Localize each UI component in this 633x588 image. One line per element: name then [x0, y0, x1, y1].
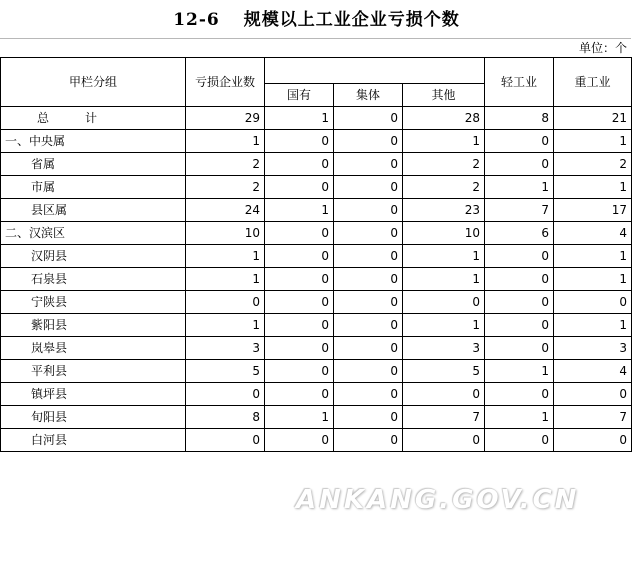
cell-collective: 0	[334, 268, 403, 291]
table-row	[1, 268, 632, 291]
cell-other: 0	[403, 429, 485, 452]
cell-light: 0	[485, 314, 554, 337]
cell-loss: 24	[186, 199, 265, 222]
table-row	[1, 337, 632, 360]
row-label: 市属	[1, 176, 186, 199]
cell-other: 1	[403, 245, 485, 268]
header-ownership-group	[265, 58, 485, 84]
cell-state: 0	[265, 176, 334, 199]
cell-light: 0	[485, 429, 554, 452]
cell-loss: 3	[186, 337, 265, 360]
cell-state: 0	[265, 222, 334, 245]
cell-light: 1	[485, 406, 554, 429]
cell-collective: 0	[334, 337, 403, 360]
cell-state: 0	[265, 291, 334, 314]
cell-collective: 0	[334, 245, 403, 268]
cell-state: 0	[265, 337, 334, 360]
header-row-top	[1, 58, 632, 84]
cell-heavy: 3	[554, 337, 632, 360]
unit-label: 单位：个	[578, 41, 627, 55]
cell-light: 6	[485, 222, 554, 245]
row-label	[1, 107, 186, 130]
cell-loss: 1	[186, 314, 265, 337]
cell-loss: 0	[186, 429, 265, 452]
cell-other: 3	[403, 337, 485, 360]
cell-state: 0	[265, 383, 334, 406]
cell-heavy: 4	[554, 222, 632, 245]
cell-heavy: 4	[554, 360, 632, 383]
table-row	[1, 314, 632, 337]
cell-light: 0	[485, 291, 554, 314]
cell-loss: 1	[186, 130, 265, 153]
cell-collective: 0	[334, 406, 403, 429]
cell-collective: 0	[334, 314, 403, 337]
cell-loss: 29	[186, 107, 265, 130]
cell-state: 0	[265, 360, 334, 383]
cell-collective: 0	[334, 383, 403, 406]
cell-collective: 0	[334, 130, 403, 153]
cell-other: 23	[403, 199, 485, 222]
row-label: 二、汉滨区	[1, 222, 186, 245]
total-label-b: 计	[85, 111, 98, 125]
cell-collective: 0	[334, 153, 403, 176]
cell-state: 0	[265, 314, 334, 337]
table-row-total	[1, 107, 632, 130]
unit-row	[0, 38, 631, 58]
cell-collective: 0	[334, 176, 403, 199]
row-label: 紫阳县	[1, 314, 186, 337]
header-loss-count: 亏损企业数	[186, 58, 265, 107]
cell-other: 0	[403, 291, 485, 314]
cell-loss: 2	[186, 153, 265, 176]
cell-loss: 1	[186, 245, 265, 268]
cell-loss: 0	[186, 383, 265, 406]
row-label: 省属	[1, 153, 186, 176]
cell-loss: 10	[186, 222, 265, 245]
cell-other: 1	[403, 314, 485, 337]
cell-other: 28	[403, 107, 485, 130]
loss-enterprises-table	[0, 57, 632, 452]
table-row	[1, 291, 632, 314]
cell-heavy: 0	[554, 291, 632, 314]
table-row	[1, 406, 632, 429]
cell-loss: 0	[186, 291, 265, 314]
cell-heavy: 1	[554, 130, 632, 153]
header-group: 甲栏分组	[1, 58, 186, 107]
row-label: 岚皋县	[1, 337, 186, 360]
cell-heavy: 0	[554, 383, 632, 406]
cell-light: 1	[485, 176, 554, 199]
cell-heavy: 1	[554, 245, 632, 268]
row-label: 平利县	[1, 360, 186, 383]
table-row	[1, 245, 632, 268]
cell-heavy: 1	[554, 176, 632, 199]
table-row	[1, 383, 632, 406]
cell-loss: 2	[186, 176, 265, 199]
cell-light: 0	[485, 245, 554, 268]
cell-loss: 1	[186, 268, 265, 291]
cell-other: 2	[403, 176, 485, 199]
cell-state: 0	[265, 130, 334, 153]
cell-heavy: 1	[554, 268, 632, 291]
table-row	[1, 429, 632, 452]
cell-state: 1	[265, 199, 334, 222]
cell-other: 5	[403, 360, 485, 383]
cell-heavy: 21	[554, 107, 632, 130]
cell-state: 1	[265, 406, 334, 429]
header-heavy-industry: 重工业	[554, 58, 632, 107]
cell-light: 7	[485, 199, 554, 222]
row-label: 石泉县	[1, 268, 186, 291]
cell-collective: 0	[334, 107, 403, 130]
row-label: 县区属	[1, 199, 186, 222]
cell-light: 0	[485, 383, 554, 406]
cell-collective: 0	[334, 429, 403, 452]
table-row	[1, 222, 632, 245]
cell-other: 0	[403, 383, 485, 406]
cell-light: 1	[485, 360, 554, 383]
table-title: 规模以上工业企业亏损个数	[243, 10, 460, 30]
cell-loss: 8	[186, 406, 265, 429]
row-label: 一、中央属	[1, 130, 186, 153]
cell-state: 0	[265, 153, 334, 176]
cell-state: 0	[265, 245, 334, 268]
cell-heavy: 2	[554, 153, 632, 176]
cell-other: 7	[403, 406, 485, 429]
header-other: 其他	[403, 83, 485, 106]
header-state-owned: 国有	[265, 83, 334, 106]
cell-heavy: 7	[554, 406, 632, 429]
header-collective: 集体	[334, 83, 403, 106]
cell-heavy: 17	[554, 199, 632, 222]
table-row	[1, 176, 632, 199]
cell-light: 0	[485, 153, 554, 176]
table-row	[1, 360, 632, 383]
row-label: 白河县	[1, 429, 186, 452]
table-row	[1, 130, 632, 153]
cell-heavy: 1	[554, 314, 632, 337]
cell-heavy: 0	[554, 429, 632, 452]
row-label: 镇坪县	[1, 383, 186, 406]
cell-other: 1	[403, 268, 485, 291]
cell-collective: 0	[334, 291, 403, 314]
cell-loss: 5	[186, 360, 265, 383]
cell-light: 8	[485, 107, 554, 130]
site-watermark: ANKANG.GOV.CN	[296, 485, 580, 515]
cell-light: 0	[485, 268, 554, 291]
row-label: 宁陕县	[1, 291, 186, 314]
cell-light: 0	[485, 337, 554, 360]
row-label: 旬阳县	[1, 406, 186, 429]
cell-collective: 0	[334, 360, 403, 383]
cell-state: 1	[265, 107, 334, 130]
table-number: 12-6	[173, 10, 220, 30]
cell-collective: 0	[334, 222, 403, 245]
total-label-a: 总	[37, 111, 50, 125]
header-light-industry: 轻工业	[485, 58, 554, 107]
cell-other: 1	[403, 130, 485, 153]
cell-collective: 0	[334, 199, 403, 222]
cell-state: 0	[265, 268, 334, 291]
page-title	[0, 6, 633, 34]
cell-other: 10	[403, 222, 485, 245]
table-row	[1, 153, 632, 176]
cell-other: 2	[403, 153, 485, 176]
cell-state: 0	[265, 429, 334, 452]
table-row	[1, 199, 632, 222]
row-label: 汉阴县	[1, 245, 186, 268]
cell-light: 0	[485, 130, 554, 153]
